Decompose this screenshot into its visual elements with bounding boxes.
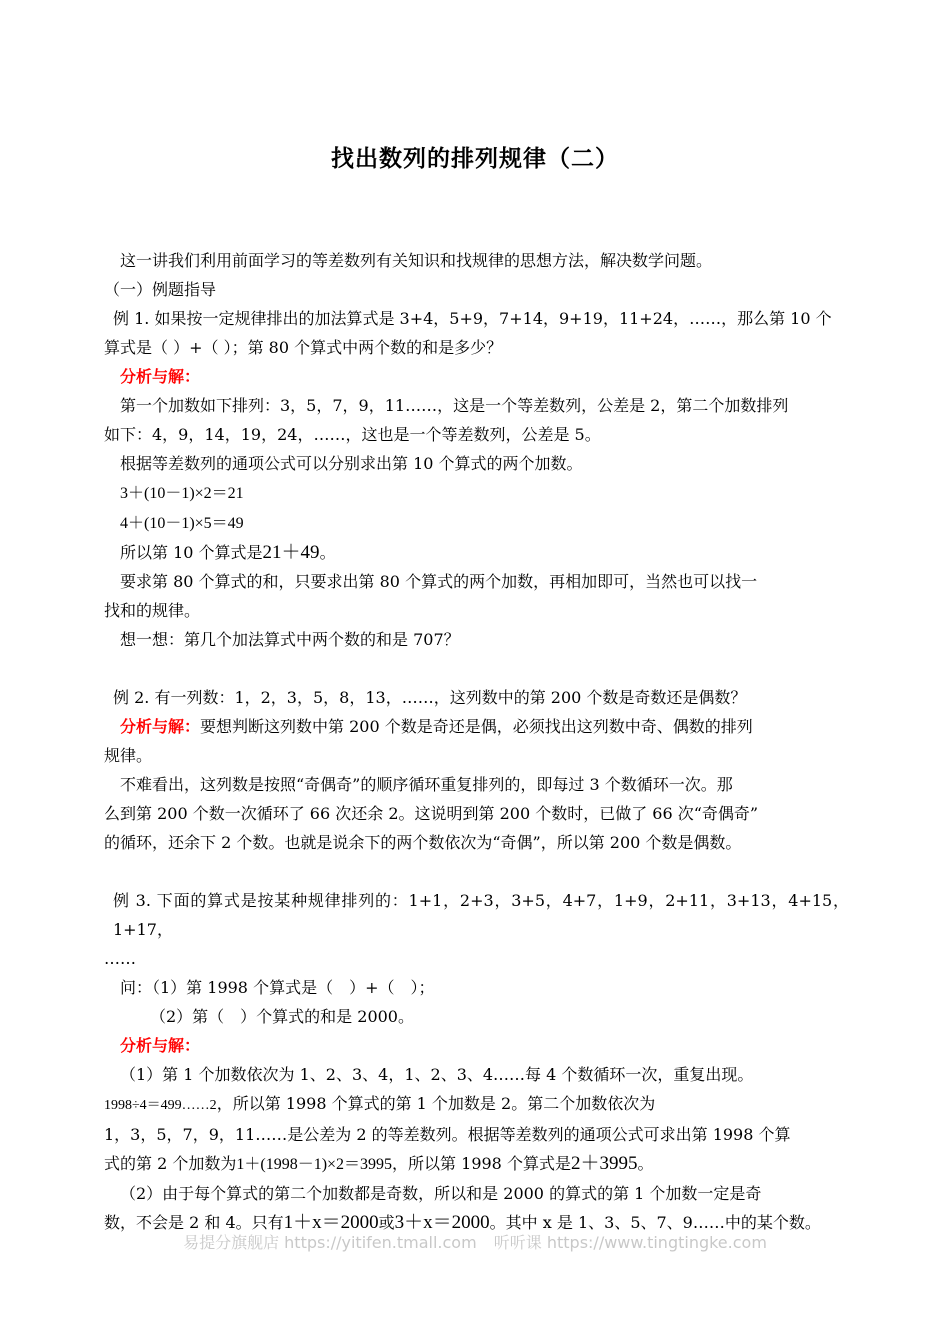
intro-paragraph: 这一讲我们利用前面学习的等差数列有关知识和找规律的思想方法，解决数学问题。 xyxy=(120,251,713,270)
example-3-paragraph: 1998÷4＝499……2，所以第 1998 个算式的第 1 个加数是 2。第二个加数依次为 xyxy=(104,1094,656,1113)
footer-watermark xyxy=(0,1230,950,1253)
example-3-question-cont: …… xyxy=(104,949,136,968)
example-3-question: 例 3. 下面的算式是按某种规律排列的：1+1，2+3，3+5，4+7，1+9，2+11，3+13，4+15，1+17， xyxy=(113,891,849,939)
example-1-paragraph: 第一个加数如下排列：3，5，7，9，11……，这是一个等差数列，公差是 2，第二个加数排列 xyxy=(120,396,789,415)
think-question: 想一想：第几个加法算式中两个数的和是 707？ xyxy=(120,630,460,649)
example-1-paragraph: 根据等差数列的通项公式可以分别求出第 10 个算式的两个加数。 xyxy=(120,454,583,473)
example-3-subquestion: （2）第（ ）个算式的和是 2000。 xyxy=(150,1007,414,1026)
example-2-paragraph-cont: 的循环，还余下 2 个数。也就是说余下的两个数依次为“奇偶”，所以第 200 个数是偶数。 xyxy=(104,833,742,852)
example-1-paragraph: 要求第 80 个算式的和，只要求出第 80 个算式的两个加数，再相加即可，当然也可以找一 xyxy=(120,572,758,591)
example-1-question: 例 1. 如果按一定规律排出的加法算式是 3+4，5+9，7+14，9+19，11+24，……，那么第 10 个 xyxy=(113,309,832,328)
section-heading: （一）例题指导 xyxy=(104,280,217,299)
example-1-paragraph-cont: 找和的规律。 xyxy=(104,601,201,620)
example-3-paragraph: （2）由于每个算式的第二个加数都是奇数，所以和是 2000 的算式的第 1 个加数一定是奇 xyxy=(120,1184,762,1203)
analysis-label: 分析与解： xyxy=(120,367,201,386)
example-2-answer: 分析与解：要想判断这列数中第 200 个数是奇还是偶，必须找出这列数中奇、偶数的排列 xyxy=(120,717,753,736)
example-3-paragraph-cont: 1，3，5，7，9，11……是公差为 2 的等差数列。根据等差数列的通项公式可求出第 1998 个算 xyxy=(104,1125,791,1144)
analysis-label: 分析与解： xyxy=(120,1036,201,1055)
example-1-question-cont: 算式是（ ）+（ ）；第 80 个算式中两个数的和是多少？ xyxy=(104,338,503,357)
example-3-subquestion: 问：（1）第 1998 个算式是（ ）+（ ）； xyxy=(120,978,435,997)
example-1-paragraph: 所以第 10 个算式是21＋49。 xyxy=(120,542,336,563)
document-body xyxy=(104,246,849,1237)
formula: 3＋x＝2000 xyxy=(394,1212,490,1233)
formula: 21＋49 xyxy=(262,542,320,563)
example-2-answer-cont: 规律。 xyxy=(104,746,153,765)
footer-link-tingtingke[interactable]: 听听课 https://www.tingtingke.com xyxy=(493,1233,767,1252)
formula: 4＋(10－1)×5＝49 xyxy=(120,515,244,532)
example-2-paragraph-cont: 么到第 200 个数一次循环了 66 次还余 2。这说明到第 200 个数时，已做了 66 次“奇偶奇” xyxy=(104,804,759,823)
formula: 2＋3995 xyxy=(570,1153,638,1174)
formula: 3＋(10－1)×2＝21 xyxy=(120,485,244,502)
example-3-paragraph: （1）第 1 个加数依次为 1、2、3、4，1、2、3、4……每 4 个数循环一次，重复出现。 xyxy=(120,1065,754,1084)
example-3-paragraph-cont: 式的第 2 个加数为1＋(1998－1)×2＝3995，所以第 1998 个算式是2＋3995。 xyxy=(104,1153,654,1174)
example-1-paragraph-cont: 如下：4，9，14，19，24，……，这也是一个等差数列，公差是 5。 xyxy=(104,425,601,444)
footer-link-yitifen[interactable]: 易提分旗舰店 https://yitifen.tmall.com xyxy=(183,1233,477,1252)
formula: 1＋x＝2000 xyxy=(283,1212,379,1233)
page-title: 找出数列的排列规律（二） xyxy=(331,146,619,172)
formula: 1998÷4＝499……2 xyxy=(104,1098,217,1113)
example-3-paragraph-cont: 数，不会是 2 和 4。只有1＋x＝2000或3＋x＝2000。其中 x 是 1、3、5、7、9……中的某个数。 xyxy=(104,1212,821,1233)
example-2-paragraph: 不难看出，这列数是按照“奇偶奇”的顺序循环重复排列的，即每过 3 个数循环一次。那 xyxy=(120,775,733,794)
formula: 1＋(1998－1)×2＝3995 xyxy=(236,1156,393,1173)
example-2-question: 例 2. 有一列数：1，2，3，5，8，13，……，这列数中的第 200 个数是奇数还是偶数？ xyxy=(113,688,747,707)
analysis-label: 分析与解： xyxy=(120,717,201,736)
